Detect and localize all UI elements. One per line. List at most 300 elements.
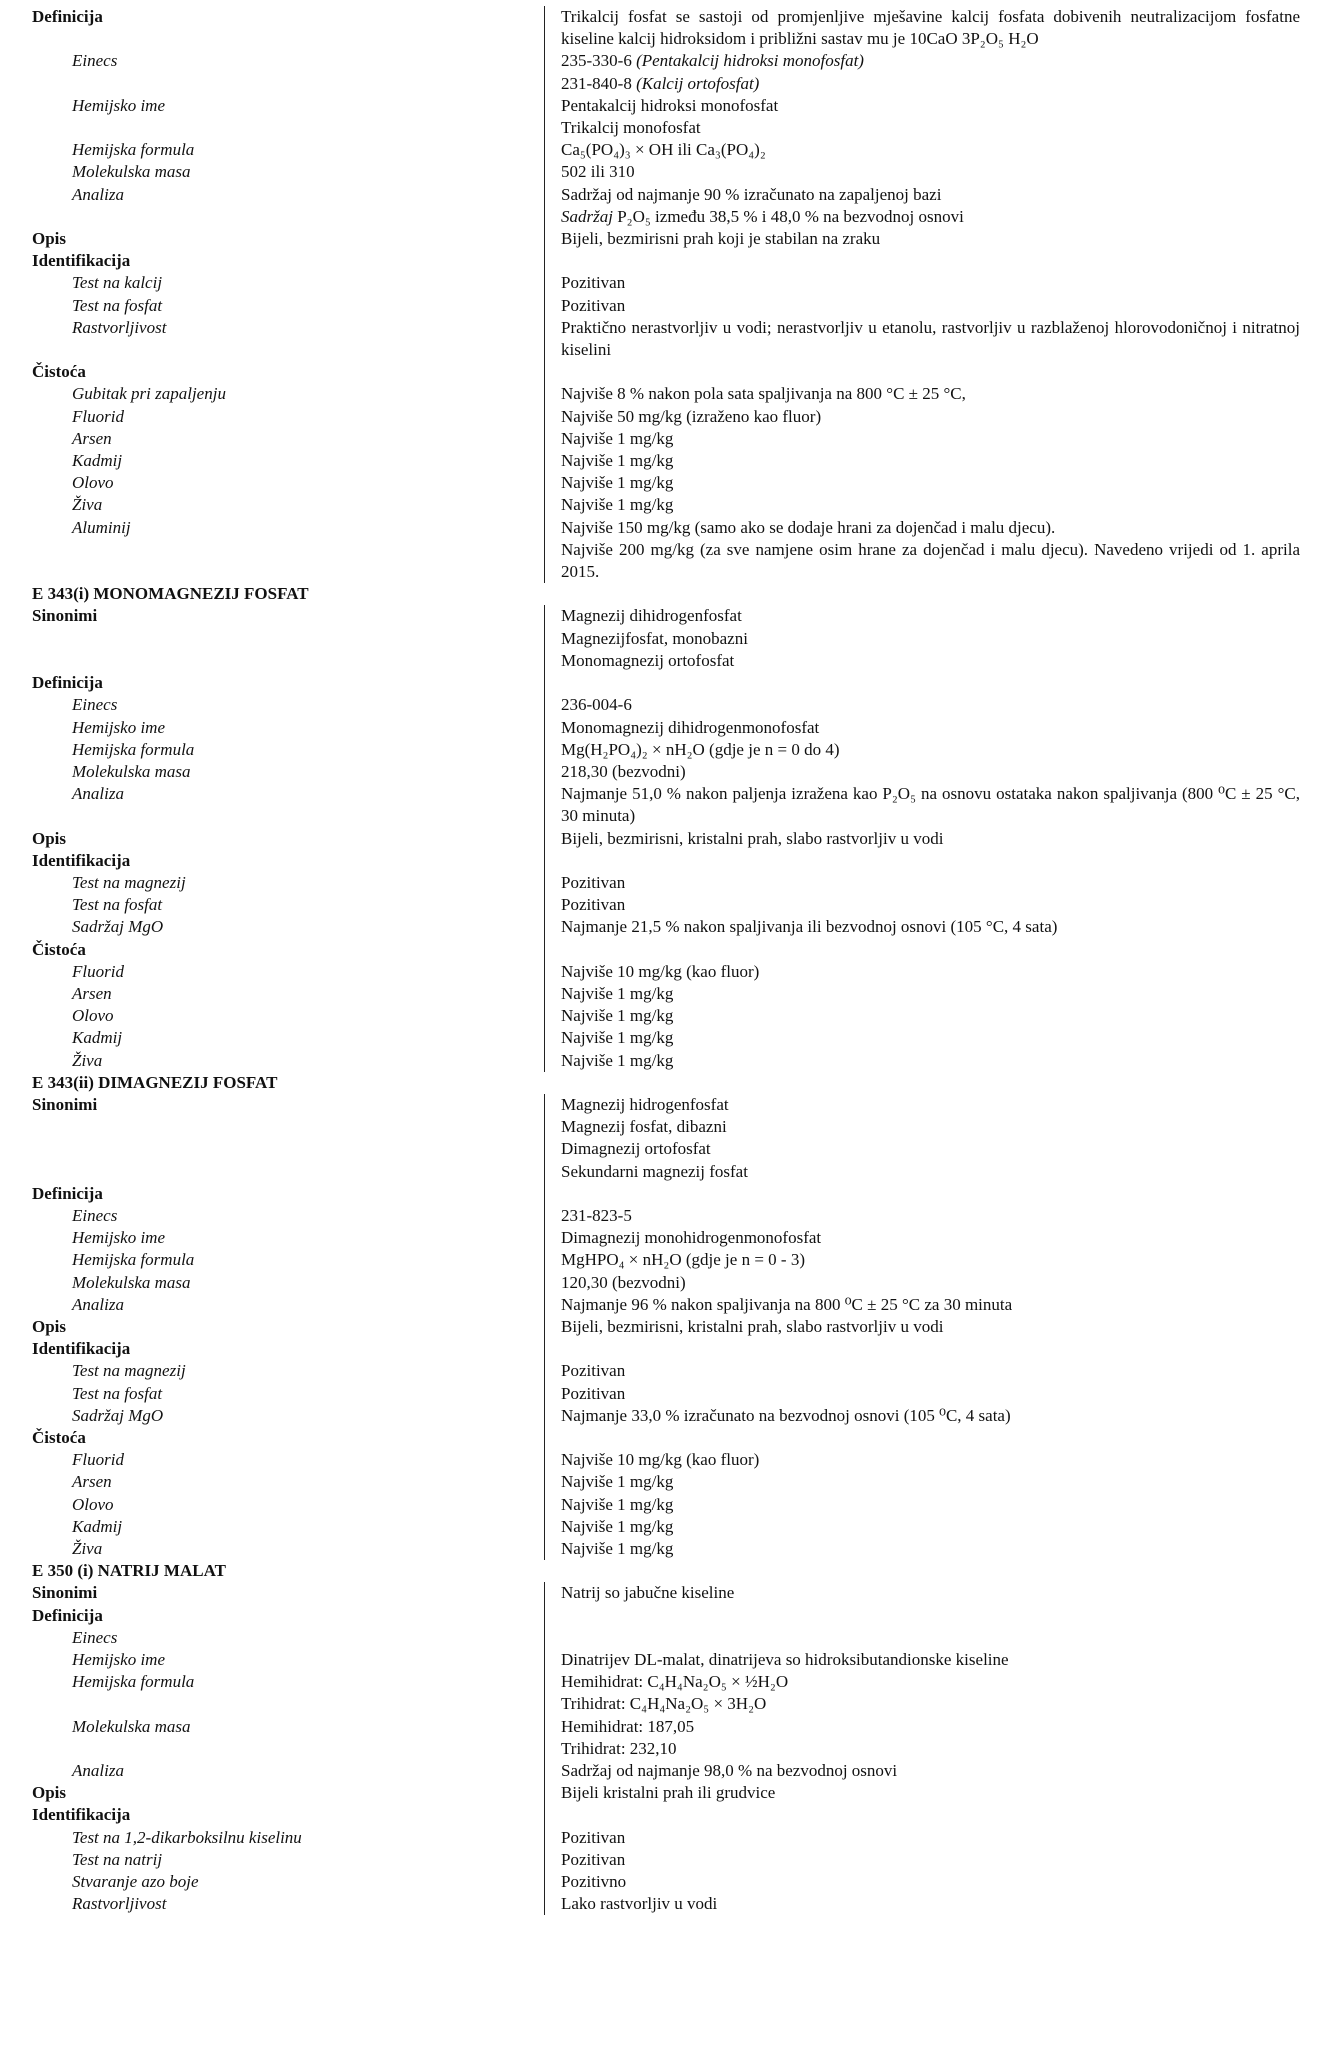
spec-label: Molekulska masa — [72, 761, 191, 781]
spec-value — [544, 428, 1300, 450]
spec-value — [544, 916, 1300, 938]
spec-row — [32, 117, 1300, 139]
spec-value — [544, 250, 1300, 272]
spec-value-text: 231-840-8 — [561, 73, 632, 93]
spec-value — [544, 383, 1300, 405]
spec-value-text: Najviše 200 mg/kg (za sve namjene osim hrane za dojenčad i malu djecu). Navedeno vrijedi od 1. aprila 2015. — [561, 539, 1300, 582]
spec-label: Sinonimi — [32, 1583, 98, 1603]
spec-row — [32, 983, 1300, 1005]
spec-label: Test na natrij — [72, 1849, 163, 1869]
spec-row — [32, 1294, 1300, 1316]
spec-value-text: Pozitivan — [561, 273, 626, 293]
spec-row — [32, 1516, 1300, 1538]
spec-value-text: Najviše 8 % nakon pola sata spaljivanja na 800 °C ± 25 °C, — [561, 384, 966, 404]
spec-row — [32, 1383, 1300, 1405]
spec-value — [544, 1471, 1300, 1493]
spec-value-text: Najviše 1 mg/kg — [561, 983, 674, 1003]
spec-value-text: 502 ili 310 — [561, 162, 635, 182]
spec-value — [544, 95, 1300, 117]
spec-value — [544, 761, 1300, 783]
spec-value — [544, 472, 1300, 494]
spec-row — [32, 1272, 1300, 1294]
spec-value — [544, 1183, 1300, 1205]
spec-row — [32, 1804, 1300, 1826]
spec-value — [544, 1138, 1300, 1160]
spec-row — [32, 694, 1300, 716]
spec-label — [32, 1161, 544, 1183]
spec-row — [32, 1849, 1300, 1871]
spec-value — [544, 1294, 1300, 1316]
spec-value-text: Najviše 1 mg/kg — [561, 1006, 674, 1026]
spec-value — [544, 694, 1300, 716]
spec-label: Hemijsko ime — [72, 1650, 166, 1670]
section-title: E 350 (i) NATRIJ MALAT — [32, 1561, 226, 1581]
spec-value — [544, 894, 1300, 916]
spec-value — [544, 1538, 1300, 1560]
spec-value-text: Magnezijfosfat, monobazni — [561, 628, 748, 648]
spec-value-text: Najviše 1 mg/kg — [561, 1539, 674, 1559]
spec-label — [32, 1738, 544, 1760]
spec-row — [32, 184, 1300, 206]
spec-value — [544, 494, 1300, 516]
spec-label: Fluorid — [72, 1450, 124, 1470]
spec-label: Sadržaj MgO — [72, 1405, 164, 1425]
spec-value-text: Dinatrijev DL-malat, dinatrijeva so hidroksibutandionske kiseline — [561, 1650, 1009, 1670]
spec-row — [32, 6, 1300, 50]
spec-value-text: Trihidrat: C₄H₄Na₂O₅ × 3H₂O — [561, 1694, 767, 1714]
spec-label: Identifikacija — [32, 1805, 131, 1825]
spec-row — [32, 916, 1300, 938]
spec-value-text: Bijeli, bezmirisni, kristalni prah, slabo rastvorljiv u vodi — [561, 1316, 944, 1336]
spec-row — [32, 1183, 1300, 1205]
spec-row — [32, 472, 1300, 494]
spec-value-text: 120,30 (bezvodni) — [561, 1272, 686, 1292]
spec-row — [32, 95, 1300, 117]
spec-value — [544, 1272, 1300, 1294]
spec-label: Olovo — [72, 473, 114, 493]
spec-row — [32, 1249, 1300, 1271]
spec-value — [544, 361, 1300, 383]
spec-row — [32, 1094, 1300, 1116]
spec-row — [32, 1205, 1300, 1227]
spec-label: Hemijsko ime — [72, 95, 166, 115]
spec-row — [32, 539, 1300, 583]
spec-row — [32, 939, 1300, 961]
spec-value-text: Bijeli, bezmirisni, kristalni prah, slabo rastvorljiv u vodi — [561, 828, 944, 848]
spec-value-text: Sekundarni magnezij fosfat — [561, 1161, 748, 1181]
spec-value — [544, 672, 1300, 694]
spec-label: Identifikacija — [32, 251, 131, 271]
spec-value-text: Najviše 1 mg/kg — [561, 428, 674, 448]
spec-value — [544, 228, 1300, 250]
spec-row — [32, 272, 1300, 294]
spec-value — [544, 161, 1300, 183]
spec-label: Kadmij — [72, 1516, 123, 1536]
spec-row — [32, 206, 1300, 228]
spec-label: Test na fosfat — [72, 1383, 163, 1403]
spec-value-text: Pozitivan — [561, 1361, 626, 1381]
spec-value — [544, 739, 1300, 761]
spec-value — [544, 1494, 1300, 1516]
spec-label: Einecs — [72, 695, 118, 715]
spec-row — [32, 1027, 1300, 1049]
section-heading — [32, 1560, 1300, 1582]
spec-row — [32, 1494, 1300, 1516]
spec-label: Test na fosfat — [72, 895, 163, 915]
spec-row — [32, 850, 1300, 872]
spec-row — [32, 1627, 1300, 1649]
spec-value — [544, 295, 1300, 317]
spec-value-text: Najmanje 51,0 % nakon paljenja izražena kao P₂O₅ na osnovu ostataka nakon spaljivanja (800 ⁰C ± 25 °C, 30 minuta) — [561, 784, 1300, 826]
spec-value — [544, 1227, 1300, 1249]
spec-value — [544, 1582, 1300, 1604]
spec-row — [32, 161, 1300, 183]
spec-value-text: Trikalcij monofosfat — [561, 118, 701, 138]
spec-value — [544, 1094, 1300, 1116]
spec-value-text: Pentakalcij hidroksi monofosfat — [561, 95, 779, 115]
spec-label: Arsen — [72, 428, 112, 448]
spec-label: Analiza — [72, 1294, 124, 1314]
spec-label: Čistoća — [32, 1428, 86, 1447]
spec-label: Molekulska masa — [72, 1272, 191, 1292]
spec-label: Hemijska formula — [72, 140, 195, 160]
spec-value — [544, 6, 1300, 50]
spec-value — [544, 1249, 1300, 1271]
spec-value — [544, 1893, 1300, 1915]
spec-label: Identifikacija — [32, 850, 131, 870]
spec-value — [544, 1871, 1300, 1893]
spec-label: Hemijsko ime — [72, 1228, 166, 1248]
spec-row — [32, 1716, 1300, 1738]
spec-label — [32, 73, 544, 95]
spec-value — [544, 828, 1300, 850]
spec-row — [32, 383, 1300, 405]
spec-value — [544, 961, 1300, 983]
spec-label: Definicija — [32, 673, 103, 693]
spec-value-text: Trikalcij fosfat se sastoji od promjenljive mješavine kalcij fosfata dobivenih neutralizacijom fosfatne kiseline kalcij hidroksidom i približni sastav mu je 10CaO 3P₂O₅ H₂O — [561, 7, 1300, 49]
spec-label — [32, 117, 544, 139]
spec-row — [32, 1605, 1300, 1627]
spec-row — [32, 1360, 1300, 1382]
spec-value-text: Najviše 1 mg/kg — [561, 1050, 674, 1070]
spec-value — [544, 1827, 1300, 1849]
spec-value-text: Pozitivan — [561, 872, 626, 892]
spec-value-text: Pozitivan — [561, 295, 626, 315]
spec-value — [544, 1338, 1300, 1360]
spec-value-text: Najviše 1 mg/kg — [561, 1028, 674, 1048]
spec-row — [32, 361, 1300, 383]
spec-value — [544, 1671, 1300, 1693]
spec-row — [32, 1338, 1300, 1360]
spec-label: Arsen — [72, 983, 112, 1003]
spec-value-text: Najviše 1 mg/kg — [561, 1494, 674, 1514]
spec-value-text: Najviše 1 mg/kg — [561, 473, 674, 493]
spec-value-text: Najviše 150 mg/kg (samo ako se dodaje hrani za dojenčad i malu djecu). — [561, 517, 1056, 537]
spec-value — [544, 783, 1300, 827]
spec-label — [32, 650, 544, 672]
section-title: E 343(i) MONOMAGNEZIJ FOSFAT — [32, 584, 309, 604]
spec-value-text: Praktično nerastvorljiv u vodi; nerastvorljiv u etanolu, rastvorljiv u razblaženoj hlorovodoničnoj i nitratnoj kiselini — [561, 317, 1300, 360]
spec-value-text: Pozitivno — [561, 1872, 627, 1892]
spec-value-text: Najmanje 96 % nakon spaljivanja na 800 ⁰C ± 25 °C za 30 minuta — [561, 1294, 1013, 1314]
spec-label: Definicija — [32, 1605, 103, 1625]
spec-row — [32, 739, 1300, 761]
spec-value — [544, 1005, 1300, 1027]
spec-row — [32, 961, 1300, 983]
spec-value — [544, 850, 1300, 872]
spec-value-text: 231-823-5 — [561, 1205, 632, 1225]
spec-row — [32, 1138, 1300, 1160]
spec-row — [32, 494, 1300, 516]
spec-value — [544, 1161, 1300, 1183]
spec-label: Analiza — [72, 784, 124, 804]
spec-label: Rastvorljivost — [72, 1894, 167, 1914]
spec-label: Opis — [32, 1783, 67, 1803]
spec-label: Arsen — [72, 1472, 112, 1492]
spec-value-text: Dimagnezij ortofosfat — [561, 1139, 711, 1159]
spec-value-text: Hemihidrat: 187,05 — [561, 1716, 695, 1736]
spec-value-text: Najviše 50 mg/kg (izraženo kao fluor) — [561, 406, 822, 426]
spec-row — [32, 517, 1300, 539]
spec-row — [32, 1893, 1300, 1915]
spec-row — [32, 406, 1300, 428]
spec-row — [32, 1471, 1300, 1493]
spec-row — [32, 250, 1300, 272]
spec-row — [32, 228, 1300, 250]
spec-value-text: Dimagnezij monohidrogenmonofosfat — [561, 1228, 822, 1248]
spec-label: Hemijska formula — [72, 1672, 195, 1692]
spec-value — [544, 139, 1300, 161]
spec-value-text: Sadržaj od najmanje 98,0 % na bezvodnoj osnovi — [561, 1761, 898, 1781]
spec-label: Fluorid — [72, 406, 124, 426]
spec-row — [32, 295, 1300, 317]
spec-value — [544, 1360, 1300, 1382]
spec-value — [544, 605, 1300, 627]
spec-value — [544, 1405, 1300, 1427]
spec-value — [544, 1849, 1300, 1871]
spec-row — [32, 783, 1300, 827]
spec-label: Kadmij — [72, 451, 123, 471]
spec-row — [32, 1693, 1300, 1715]
spec-value — [544, 650, 1300, 672]
spec-label — [32, 539, 544, 583]
spec-label: Einecs — [72, 1627, 118, 1647]
spec-value — [544, 1649, 1300, 1671]
spec-row — [32, 1671, 1300, 1693]
spec-label: Olovo — [72, 1006, 114, 1026]
spec-label: Sinonimi — [32, 606, 98, 626]
section-heading — [32, 583, 1300, 605]
spec-value — [544, 1738, 1300, 1760]
spec-value-text: Monomagnezij dihidrogenmonofosfat — [561, 717, 820, 737]
spec-row — [32, 1449, 1300, 1471]
spec-value — [544, 272, 1300, 294]
spec-row — [32, 1760, 1300, 1782]
spec-label — [32, 1138, 544, 1160]
spec-label: Molekulska masa — [72, 162, 191, 182]
spec-row — [32, 872, 1300, 894]
spec-label: Definicija — [32, 1183, 103, 1203]
spec-row — [32, 1227, 1300, 1249]
spec-label: Test na magnezij — [72, 1361, 186, 1381]
spec-row — [32, 1871, 1300, 1893]
spec-value — [544, 1116, 1300, 1138]
spec-label: Gubitak pri zapaljenju — [72, 384, 226, 404]
spec-label: Kadmij — [72, 1028, 123, 1048]
spec-row — [32, 761, 1300, 783]
spec-value — [544, 450, 1300, 472]
spec-value-text: Najviše 1 mg/kg — [561, 1472, 674, 1492]
spec-value-text: Hemihidrat: C₄H₄Na₂O₅ × ½H₂O — [561, 1672, 789, 1692]
spec-label: Stvaranje azo boje — [72, 1872, 199, 1892]
spec-label: Opis — [32, 229, 67, 249]
spec-label: Molekulska masa — [72, 1716, 191, 1736]
spec-value-note: (Pentakalcij hidroksi monofosfat) — [631, 51, 864, 71]
spec-label: Analiza — [72, 184, 124, 204]
spec-value — [544, 73, 1300, 95]
spec-label: Test na magnezij — [72, 872, 186, 892]
spec-value — [544, 1627, 1300, 1649]
spec-row — [32, 1538, 1300, 1560]
spec-value-text: 235-330-6 — [561, 51, 632, 71]
spec-value-text: Trihidrat: 232,10 — [561, 1738, 677, 1758]
spec-row — [32, 650, 1300, 672]
spec-label: Identifikacija — [32, 1339, 131, 1359]
spec-row — [32, 1005, 1300, 1027]
spec-value — [544, 939, 1300, 961]
spec-label — [32, 1693, 544, 1715]
spec-row — [32, 1427, 1300, 1449]
spec-label: Analiza — [72, 1761, 124, 1781]
spec-value-text: Ca₅(PO₄)₃ × OH ili Ca₃(PO₄)₂ — [561, 140, 766, 160]
spec-value-text: 236-004-6 — [561, 695, 632, 715]
spec-document — [32, 6, 1300, 1915]
spec-value-text: Mg(H₂PO₄)₂ × nH₂O (gdje je n = 0 do 4) — [561, 739, 840, 759]
spec-row — [32, 1649, 1300, 1671]
spec-value — [544, 1760, 1300, 1782]
spec-value-text: 218,30 (bezvodni) — [561, 761, 686, 781]
spec-row — [32, 317, 1300, 361]
spec-value — [544, 717, 1300, 739]
spec-value — [544, 517, 1300, 539]
spec-label: Definicija — [32, 7, 103, 26]
spec-row — [32, 1827, 1300, 1849]
spec-value-text: MgHPO₄ × nH₂O (gdje je n = 0 - 3) — [561, 1250, 805, 1270]
spec-value — [544, 1383, 1300, 1405]
spec-row — [32, 1050, 1300, 1072]
spec-value — [544, 184, 1300, 206]
spec-row — [32, 1738, 1300, 1760]
spec-value — [544, 1316, 1300, 1338]
section-heading — [32, 1072, 1300, 1094]
spec-label: Fluorid — [72, 961, 124, 981]
spec-value — [544, 1804, 1300, 1826]
spec-label — [32, 628, 544, 650]
spec-value-text: Magnezij fosfat, dibazni — [561, 1117, 727, 1137]
spec-value — [544, 1205, 1300, 1227]
spec-value-text: Sadržaj od najmanje 90 % izračunato na zapaljenoj bazi — [561, 184, 942, 204]
spec-label: Sadržaj MgO — [72, 917, 164, 937]
spec-row — [32, 139, 1300, 161]
spec-label: Hemijska formula — [72, 739, 195, 759]
spec-value — [544, 406, 1300, 428]
spec-row — [32, 717, 1300, 739]
spec-value — [544, 1050, 1300, 1072]
spec-row — [32, 1316, 1300, 1338]
spec-row — [32, 1405, 1300, 1427]
spec-value-text: Magnezij hidrogenfosfat — [561, 1094, 729, 1114]
spec-label — [32, 1116, 544, 1138]
spec-value-text: Najmanje 33,0 % izračunato na bezvodnoj osnovi (105 ⁰C, 4 sata) — [561, 1405, 1011, 1425]
spec-row — [32, 1582, 1300, 1604]
spec-value-text: Pozitivan — [561, 895, 626, 915]
spec-value-text: Najviše 1 mg/kg — [561, 495, 674, 515]
spec-label: Opis — [32, 828, 67, 848]
spec-label: Aluminij — [72, 517, 131, 537]
spec-value — [544, 1693, 1300, 1715]
spec-value — [544, 1027, 1300, 1049]
spec-value — [544, 1716, 1300, 1738]
spec-value — [544, 539, 1300, 583]
spec-value-text: Najviše 1 mg/kg — [561, 1516, 674, 1536]
spec-value — [544, 1782, 1300, 1804]
spec-label — [32, 206, 544, 228]
spec-label: Hemijsko ime — [72, 717, 166, 737]
spec-row — [32, 50, 1300, 72]
section-title: E 343(ii) DIMAGNEZIJ FOSFAT — [32, 1072, 278, 1092]
spec-value — [544, 50, 1300, 72]
spec-row — [32, 450, 1300, 472]
spec-row — [32, 672, 1300, 694]
spec-row — [32, 894, 1300, 916]
spec-label: Živa — [72, 1050, 103, 1070]
spec-value — [544, 872, 1300, 894]
spec-label: Einecs — [72, 51, 118, 71]
spec-value-text: Najviše 10 mg/kg (kao fluor) — [561, 961, 760, 981]
spec-label: Test na kalcij — [72, 273, 163, 293]
spec-value-text: Lako rastvorljiv u vodi — [561, 1894, 718, 1914]
spec-value-note: (Kalcij ortofosfat) — [631, 73, 760, 93]
spec-value — [544, 983, 1300, 1005]
spec-value-text: Najviše 1 mg/kg — [561, 451, 674, 471]
spec-value-text: P₂O₅ između 38,5 % i 48,0 % na bezvodnoj osnovi — [612, 206, 964, 226]
spec-value-text: Bijeli, bezmirisni prah koji je stabilan na zraku — [561, 229, 881, 249]
spec-value-text: Najmanje 21,5 % nakon spaljivanja ili bezvodnoj osnovi (105 °C, 4 sata) — [561, 917, 1058, 937]
spec-value — [544, 1605, 1300, 1627]
spec-label: Einecs — [72, 1205, 118, 1225]
spec-value-text: Bijeli kristalni prah ili grudvice — [561, 1783, 776, 1803]
spec-label: Test na fosfat — [72, 295, 163, 315]
spec-label: Opis — [32, 1316, 67, 1336]
spec-value — [544, 1516, 1300, 1538]
spec-row — [32, 828, 1300, 850]
spec-value-text: Pozitivan — [561, 1383, 626, 1403]
spec-row — [32, 73, 1300, 95]
spec-label: Hemijska formula — [72, 1250, 195, 1270]
spec-value — [544, 117, 1300, 139]
spec-value-text: Najviše 10 mg/kg (kao fluor) — [561, 1450, 760, 1470]
spec-row — [32, 605, 1300, 627]
spec-value — [544, 1427, 1300, 1449]
spec-value-text: Pozitivan — [561, 1849, 626, 1869]
spec-value-note: Sadržaj — [561, 206, 613, 226]
spec-row — [32, 428, 1300, 450]
spec-value — [544, 206, 1300, 228]
spec-row — [32, 1116, 1300, 1138]
spec-row — [32, 1161, 1300, 1183]
spec-value-text: Pozitivan — [561, 1827, 626, 1847]
spec-label: Test na 1,2-dikarboksilnu kiselinu — [72, 1827, 302, 1847]
